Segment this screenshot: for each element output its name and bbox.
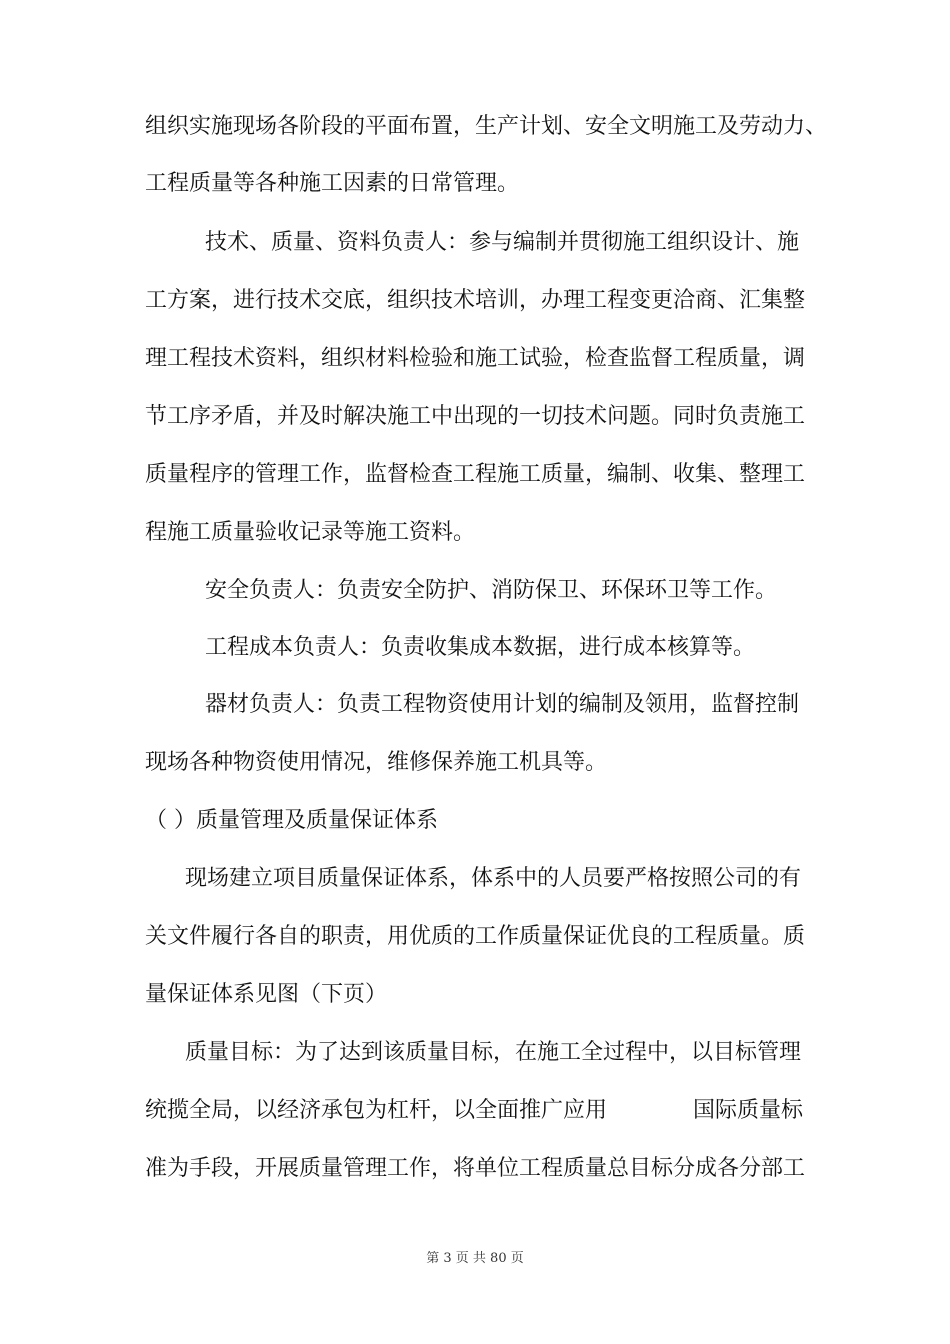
text-line: 理工程技术资料，组织材料检验和施工试验，检查监督工程质量，调 xyxy=(145,346,806,371)
section-heading: （ ）质量管理及质量保证体系 xyxy=(145,808,438,833)
text-line: 量保证体系见图（下页） xyxy=(145,982,388,1007)
text-line: 节工序矛盾，并及时解决施工中出现的一切技术问题。同时负责施工 xyxy=(145,404,806,429)
text-line: 现场各种物资使用情况，维修保养施工机具等。 xyxy=(145,750,608,775)
text-line: 关文件履行各自的职责，用优质的工作质量保证优良的工程质量。质 xyxy=(145,924,806,949)
text-line: 组织实施现场各阶段的平面布置，生产计划、安全文明施工及劳动力、 xyxy=(145,114,828,139)
text-line: 统揽全局，以经济承包为杠杆，以全面推广应用 xyxy=(145,1098,608,1123)
text-line: 工程成本负责人：负责收集成本数据，进行成本核算等。 xyxy=(205,635,756,660)
text-line: 工程质量等各种施工因素的日常管理。 xyxy=(145,171,520,196)
text-line: 质量程序的管理工作，监督检查工程施工质量，编制、收集、整理工 xyxy=(145,462,806,487)
text-line: 质量目标：为了达到该质量目标，在施工全过程中，以目标管理 xyxy=(185,1040,802,1065)
text-line: 安全负责人：负责安全防护、消防保卫、环保环卫等工作。 xyxy=(205,578,778,603)
page-number: 第 3 页 共 80 页 xyxy=(426,1251,524,1266)
text-line: 器材负责人：负责工程物资使用计划的编制及领用，监督控制 xyxy=(205,692,800,717)
text-line: 准为手段，开展质量管理工作，将单位工程质量总目标分成各分部工 xyxy=(145,1156,806,1181)
text-line: 现场建立项目质量保证体系，体系中的人员要严格按照公司的有 xyxy=(185,866,802,891)
text-line: 程施工质量验收记录等施工资料。 xyxy=(145,520,476,545)
text-line: 国际质量标 xyxy=(693,1098,804,1123)
text-line: 工方案，进行技术交底，组织技术培训，办理工程变更洽商、汇集整 xyxy=(145,288,806,313)
text-line: 技术、质量、资料负责人：参与编制并贯彻施工组织设计、施 xyxy=(205,230,800,255)
